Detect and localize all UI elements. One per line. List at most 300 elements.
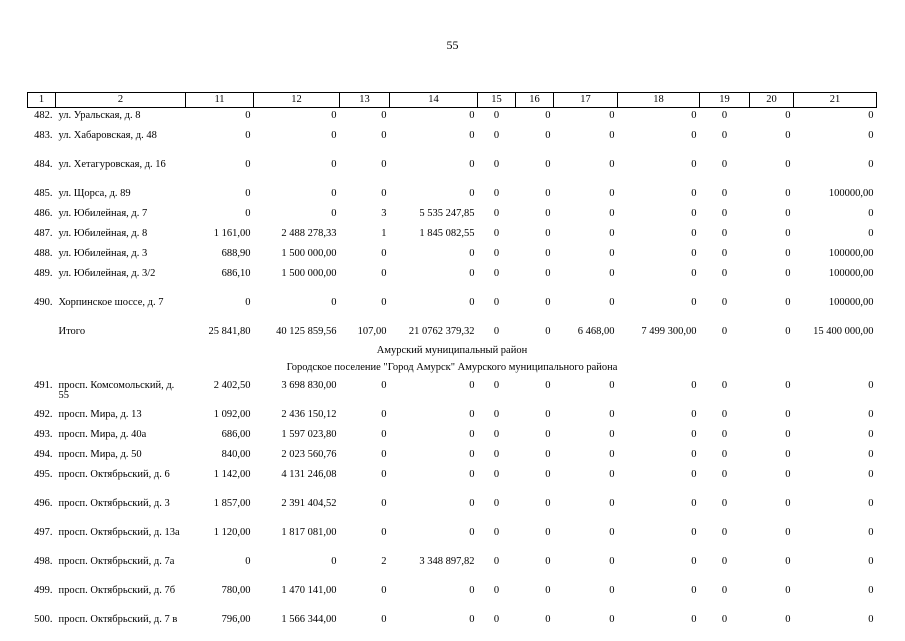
value-cell-13: 0 xyxy=(381,248,387,259)
value-cell-17: 0 xyxy=(609,469,615,480)
value-cell-18: 0 xyxy=(691,469,697,480)
value-cell-12: 1 566 344,00 xyxy=(281,614,337,625)
value-cell-14: 0 xyxy=(469,449,475,460)
value-cell-20: 0 xyxy=(785,130,791,141)
row-number: 491. xyxy=(34,380,53,391)
value-cell-11: 1 857,00 xyxy=(213,498,251,509)
table-row xyxy=(28,108,877,129)
value-cell-20: 0 xyxy=(785,614,791,625)
value-cell-20: 0 xyxy=(785,585,791,596)
address-cell: просп. Комсомольский, д. 55 xyxy=(58,380,175,401)
value-cell-18: 0 xyxy=(691,429,697,440)
value-cell-20: 0 xyxy=(785,110,791,121)
value-cell-12: 2 436 150,12 xyxy=(281,409,337,420)
table-body-part-1 xyxy=(28,108,877,325)
value-cell-14: 0 xyxy=(469,409,475,420)
value-cell-11: 1 142,00 xyxy=(213,469,251,480)
value-cell-14: 5 535 247,85 xyxy=(419,208,475,219)
value-cell-15: 0 xyxy=(493,498,500,509)
value-cell-14: 0 xyxy=(469,469,475,480)
value-cell-20: 0 xyxy=(785,527,791,538)
header-cell: 2 xyxy=(56,93,186,108)
value-cell-14: 0 xyxy=(469,585,475,596)
value-cell-18: 0 xyxy=(691,556,697,567)
row-number: 486. xyxy=(34,208,53,219)
value-cell-18: 0 xyxy=(691,188,697,199)
value-cell-17: 0 xyxy=(609,248,615,259)
value-cell-17: 0 xyxy=(609,585,615,596)
address-cell: ул. Юбилейная, д. 8 xyxy=(58,228,148,239)
value-cell-12: 2 488 278,33 xyxy=(281,228,337,239)
value-cell-19: 0 xyxy=(721,585,728,596)
table-body-part-2 xyxy=(28,378,877,641)
value-cell-19: 0 xyxy=(721,159,728,170)
total-c17: 6 468,00 xyxy=(577,326,615,337)
table-row xyxy=(28,295,877,324)
table-row xyxy=(28,467,877,496)
value-cell-14: 0 xyxy=(469,614,475,625)
value-cell-17: 0 xyxy=(609,380,615,391)
value-cell-21: 0 xyxy=(868,556,874,567)
value-cell-21: 0 xyxy=(868,429,874,440)
value-cell-12: 0 xyxy=(331,188,337,199)
table-row xyxy=(28,612,877,641)
value-cell-11: 840,00 xyxy=(221,449,251,460)
value-cell-16: 0 xyxy=(545,159,551,170)
value-cell-13: 0 xyxy=(381,614,387,625)
value-cell-17: 0 xyxy=(609,228,615,239)
address-cell: ул. Юбилейная, д. 7 xyxy=(58,208,148,219)
value-cell-17: 0 xyxy=(609,409,615,420)
value-cell-11: 1 092,00 xyxy=(213,409,251,420)
value-cell-11: 686,10 xyxy=(221,268,251,279)
value-cell-21: 0 xyxy=(868,380,874,391)
value-cell-14: 0 xyxy=(469,380,475,391)
section-row xyxy=(28,361,877,378)
table-row xyxy=(28,583,877,612)
value-cell-16: 0 xyxy=(545,556,551,567)
header-cell: 21 xyxy=(794,93,877,108)
header-cell: 17 xyxy=(554,93,618,108)
table-row xyxy=(28,266,877,295)
address-cell: просп. Мира, д. 50 xyxy=(58,449,142,460)
value-cell-17: 0 xyxy=(609,297,615,308)
value-cell-16: 0 xyxy=(545,429,551,440)
value-cell-17: 0 xyxy=(609,159,615,170)
total-c16: 0 xyxy=(545,326,551,337)
value-cell-12: 1 470 141,00 xyxy=(281,585,337,596)
value-cell-20: 0 xyxy=(785,409,791,420)
section-heading-district: Амурский муниципальный район xyxy=(376,345,528,356)
value-cell-21: 0 xyxy=(868,159,874,170)
value-cell-15: 0 xyxy=(493,556,500,567)
address-cell: просп. Мира, д. 40а xyxy=(58,429,147,440)
value-cell-16: 0 xyxy=(545,110,551,121)
value-cell-14: 0 xyxy=(469,130,475,141)
table-row xyxy=(28,447,877,467)
table-row xyxy=(28,378,877,407)
value-cell-20: 0 xyxy=(785,429,791,440)
value-cell-18: 0 xyxy=(691,208,697,219)
row-number: 492. xyxy=(34,409,53,420)
total-label: Итого xyxy=(58,326,86,337)
value-cell-18: 0 xyxy=(691,130,697,141)
row-number: 493. xyxy=(34,429,53,440)
value-cell-17: 0 xyxy=(609,449,615,460)
value-cell-16: 0 xyxy=(545,208,551,219)
total-c13: 107,00 xyxy=(357,326,387,337)
value-cell-17: 0 xyxy=(609,498,615,509)
value-cell-11: 0 xyxy=(245,208,251,219)
value-cell-16: 0 xyxy=(545,614,551,625)
address-cell: просп. Октябрьский, д. 7а xyxy=(58,556,175,567)
address-cell: ул. Хабаровская, д. 48 xyxy=(58,130,157,141)
header-cell: 16 xyxy=(516,93,554,108)
value-cell-15: 0 xyxy=(493,248,500,259)
value-cell-19: 0 xyxy=(721,527,728,538)
table-row xyxy=(28,226,877,246)
header-cell: 14 xyxy=(390,93,478,108)
value-cell-11: 0 xyxy=(245,110,251,121)
value-cell-14: 0 xyxy=(469,429,475,440)
row-number: 497. xyxy=(34,527,53,538)
value-cell-11: 688,90 xyxy=(221,248,251,259)
value-cell-19: 0 xyxy=(721,409,728,420)
value-cell-12: 1 817 081,00 xyxy=(281,527,337,538)
address-cell: просп. Октябрьский, д. 13а xyxy=(58,527,180,538)
value-cell-16: 0 xyxy=(545,130,551,141)
total-row xyxy=(28,324,877,344)
value-cell-14: 0 xyxy=(469,527,475,538)
value-cell-16: 0 xyxy=(545,228,551,239)
value-cell-21: 0 xyxy=(868,614,874,625)
value-cell-18: 0 xyxy=(691,268,697,279)
value-cell-18: 0 xyxy=(691,297,697,308)
value-cell-17: 0 xyxy=(609,614,615,625)
value-cell-16: 0 xyxy=(545,469,551,480)
value-cell-12: 0 xyxy=(331,556,337,567)
value-cell-21: 0 xyxy=(868,110,874,121)
value-cell-18: 0 xyxy=(691,498,697,509)
value-cell-13: 0 xyxy=(381,527,387,538)
value-cell-18: 0 xyxy=(691,449,697,460)
section-heading-settlement: Городское поселение "Город Амурск" Амурского муниципального района xyxy=(286,362,618,373)
value-cell-14: 0 xyxy=(469,188,475,199)
value-cell-12: 2 391 404,52 xyxy=(281,498,337,509)
value-cell-12: 0 xyxy=(331,208,337,219)
header-cell: 15 xyxy=(478,93,516,108)
value-cell-15: 0 xyxy=(493,527,500,538)
value-cell-15: 0 xyxy=(493,130,500,141)
value-cell-18: 0 xyxy=(691,527,697,538)
value-cell-21: 0 xyxy=(868,469,874,480)
header-row xyxy=(28,93,877,108)
value-cell-17: 0 xyxy=(609,429,615,440)
value-cell-11: 0 xyxy=(245,130,251,141)
value-cell-19: 0 xyxy=(721,110,728,121)
value-cell-21: 100000,00 xyxy=(828,248,874,259)
value-cell-13: 0 xyxy=(381,188,387,199)
header-cell: 12 xyxy=(254,93,340,108)
value-cell-21: 100000,00 xyxy=(828,297,874,308)
table-row xyxy=(28,157,877,186)
address-cell: просп. Мира, д. 13 xyxy=(58,409,142,420)
table-row xyxy=(28,186,877,206)
value-cell-12: 1 597 023,80 xyxy=(281,429,337,440)
address-cell: ул. Уральская, д. 8 xyxy=(58,110,141,121)
value-cell-16: 0 xyxy=(545,188,551,199)
value-cell-13: 0 xyxy=(381,130,387,141)
row-number: 489. xyxy=(34,268,53,279)
value-cell-13: 1 xyxy=(381,228,387,239)
table-row xyxy=(28,128,877,157)
row-number: 498. xyxy=(34,556,53,567)
value-cell-17: 0 xyxy=(609,527,615,538)
value-cell-16: 0 xyxy=(545,498,551,509)
value-cell-15: 0 xyxy=(493,110,500,121)
value-cell-20: 0 xyxy=(785,556,791,567)
value-cell-16: 0 xyxy=(545,527,551,538)
value-cell-13: 0 xyxy=(381,409,387,420)
row-number: 496. xyxy=(34,498,53,509)
value-cell-13: 0 xyxy=(381,297,387,308)
total-section xyxy=(28,324,877,378)
header-cell: 1 xyxy=(28,93,56,108)
value-cell-14: 0 xyxy=(469,268,475,279)
value-cell-21: 100000,00 xyxy=(828,268,874,279)
header-cell: 18 xyxy=(618,93,700,108)
value-cell-18: 0 xyxy=(691,248,697,259)
value-cell-11: 1 120,00 xyxy=(213,527,251,538)
value-cell-15: 0 xyxy=(493,159,500,170)
value-cell-11: 2 402,50 xyxy=(213,380,251,391)
value-cell-20: 0 xyxy=(785,159,791,170)
value-cell-19: 0 xyxy=(721,498,728,509)
value-cell-13: 0 xyxy=(381,429,387,440)
row-number: 487. xyxy=(34,228,53,239)
value-cell-18: 0 xyxy=(691,159,697,170)
table-row xyxy=(28,246,877,266)
table-row xyxy=(28,525,877,554)
value-cell-19: 0 xyxy=(721,188,728,199)
total-c21: 15 400 000,00 xyxy=(813,326,874,337)
total-c12: 40 125 859,56 xyxy=(276,326,337,337)
value-cell-11: 0 xyxy=(245,159,251,170)
row-number: 490. xyxy=(34,297,53,308)
value-cell-15: 0 xyxy=(493,614,500,625)
value-cell-12: 0 xyxy=(331,159,337,170)
value-cell-18: 0 xyxy=(691,585,697,596)
address-cell: ул. Юбилейная, д. 3 xyxy=(58,248,148,259)
address-cell: Хорпинское шоссе, д. 7 xyxy=(58,297,164,308)
value-cell-19: 0 xyxy=(721,268,728,279)
value-cell-15: 0 xyxy=(493,208,500,219)
value-cell-14: 3 348 897,82 xyxy=(419,556,475,567)
value-cell-12: 2 023 560,76 xyxy=(281,449,337,460)
value-cell-19: 0 xyxy=(721,130,728,141)
value-cell-19: 0 xyxy=(721,248,728,259)
value-cell-17: 0 xyxy=(609,188,615,199)
value-cell-16: 0 xyxy=(545,268,551,279)
page-number: 55 xyxy=(446,38,459,52)
value-cell-20: 0 xyxy=(785,380,791,391)
value-cell-12: 1 500 000,00 xyxy=(281,268,337,279)
value-cell-18: 0 xyxy=(691,380,697,391)
value-cell-11: 1 161,00 xyxy=(213,228,251,239)
value-cell-18: 0 xyxy=(691,228,697,239)
value-cell-20: 0 xyxy=(785,297,791,308)
value-cell-16: 0 xyxy=(545,585,551,596)
value-cell-12: 0 xyxy=(331,130,337,141)
value-cell-21: 0 xyxy=(868,228,874,239)
total-c19: 0 xyxy=(721,326,728,337)
value-cell-19: 0 xyxy=(721,429,728,440)
value-cell-11: 0 xyxy=(245,297,251,308)
address-cell: ул. Хетагуровская, д. 16 xyxy=(58,159,166,170)
value-cell-20: 0 xyxy=(785,208,791,219)
value-cell-13: 0 xyxy=(381,498,387,509)
value-cell-19: 0 xyxy=(721,228,728,239)
row-number: 495. xyxy=(34,469,53,480)
value-cell-12: 0 xyxy=(331,110,337,121)
value-cell-12: 0 xyxy=(331,297,337,308)
value-cell-15: 0 xyxy=(493,429,500,440)
value-cell-11: 780,00 xyxy=(221,585,251,596)
table-row xyxy=(28,554,877,583)
value-cell-15: 0 xyxy=(493,228,500,239)
value-cell-13: 3 xyxy=(381,208,387,219)
address-cell: просп. Октябрьский, д. 7 в xyxy=(58,614,178,625)
total-c11: 25 841,80 xyxy=(208,326,251,337)
row-number: 482. xyxy=(34,110,53,121)
value-cell-15: 0 xyxy=(493,585,500,596)
value-cell-13: 0 xyxy=(381,268,387,279)
value-cell-19: 0 xyxy=(721,614,728,625)
value-cell-15: 0 xyxy=(493,297,500,308)
value-cell-15: 0 xyxy=(493,268,500,279)
value-cell-14: 0 xyxy=(469,498,475,509)
value-cell-17: 0 xyxy=(609,110,615,121)
table-row xyxy=(28,427,877,447)
total-c20: 0 xyxy=(785,326,791,337)
value-cell-14: 0 xyxy=(469,159,475,170)
address-cell: просп. Октябрьский, д. 7б xyxy=(58,585,176,596)
value-cell-19: 0 xyxy=(721,449,728,460)
value-cell-11: 0 xyxy=(245,556,251,567)
value-cell-12: 3 698 830,00 xyxy=(281,380,337,391)
value-cell-18: 0 xyxy=(691,409,697,420)
address-cell: ул. Щорса, д. 89 xyxy=(58,188,131,199)
value-cell-15: 0 xyxy=(493,449,500,460)
row-number: 500. xyxy=(34,614,53,625)
value-cell-12: 4 131 246,08 xyxy=(281,469,337,480)
value-cell-19: 0 xyxy=(721,208,728,219)
value-cell-13: 0 xyxy=(381,380,387,391)
value-cell-20: 0 xyxy=(785,268,791,279)
value-cell-20: 0 xyxy=(785,188,791,199)
value-cell-11: 686,00 xyxy=(221,429,251,440)
value-cell-14: 0 xyxy=(469,248,475,259)
total-c15: 0 xyxy=(493,326,500,337)
row-number: 488. xyxy=(34,248,53,259)
value-cell-20: 0 xyxy=(785,498,791,509)
value-cell-21: 0 xyxy=(868,527,874,538)
row-number: 485. xyxy=(34,188,53,199)
value-cell-13: 0 xyxy=(381,585,387,596)
value-cell-12: 1 500 000,00 xyxy=(281,248,337,259)
value-cell-11: 0 xyxy=(245,188,251,199)
value-cell-13: 0 xyxy=(381,110,387,121)
value-cell-14: 0 xyxy=(469,297,475,308)
value-cell-21: 0 xyxy=(868,130,874,141)
value-cell-14: 0 xyxy=(469,110,475,121)
section-row xyxy=(28,344,877,361)
row-number: 483. xyxy=(34,130,53,141)
header-cell: 20 xyxy=(750,93,794,108)
value-cell-21: 0 xyxy=(868,449,874,460)
value-cell-19: 0 xyxy=(721,297,728,308)
value-cell-19: 0 xyxy=(721,469,728,480)
value-cell-19: 0 xyxy=(721,556,728,567)
value-cell-11: 796,00 xyxy=(221,614,251,625)
value-cell-15: 0 xyxy=(493,380,500,391)
value-cell-16: 0 xyxy=(545,380,551,391)
value-cell-17: 0 xyxy=(609,268,615,279)
value-cell-16: 0 xyxy=(545,409,551,420)
value-cell-17: 0 xyxy=(609,130,615,141)
value-cell-16: 0 xyxy=(545,248,551,259)
value-cell-16: 0 xyxy=(545,449,551,460)
value-cell-17: 0 xyxy=(609,208,615,219)
value-cell-19: 0 xyxy=(721,380,728,391)
value-cell-13: 0 xyxy=(381,469,387,480)
value-cell-20: 0 xyxy=(785,469,791,480)
value-cell-21: 0 xyxy=(868,498,874,509)
value-cell-16: 0 xyxy=(545,297,551,308)
value-cell-14: 1 845 082,55 xyxy=(419,228,475,239)
data-table xyxy=(27,92,877,641)
address-cell: просп. Октябрьский, д. 3 xyxy=(58,498,170,509)
table-row xyxy=(28,496,877,525)
table-row xyxy=(28,407,877,427)
value-cell-13: 0 xyxy=(381,159,387,170)
total-c18: 7 499 300,00 xyxy=(641,326,697,337)
value-cell-21: 0 xyxy=(868,208,874,219)
value-cell-17: 0 xyxy=(609,556,615,567)
table-row xyxy=(28,206,877,226)
value-cell-21: 100000,00 xyxy=(828,188,874,199)
value-cell-21: 0 xyxy=(868,409,874,420)
value-cell-18: 0 xyxy=(691,110,697,121)
value-cell-15: 0 xyxy=(493,188,500,199)
value-cell-18: 0 xyxy=(691,614,697,625)
value-cell-15: 0 xyxy=(493,469,500,480)
value-cell-21: 0 xyxy=(868,585,874,596)
row-number: 494. xyxy=(34,449,53,460)
value-cell-13: 0 xyxy=(381,449,387,460)
header-cell: 11 xyxy=(186,93,254,108)
address-cell: ул. Юбилейная, д. 3/2 xyxy=(58,268,156,279)
address-cell: просп. Октябрьский, д. 6 xyxy=(58,469,170,480)
row-number: 499. xyxy=(34,585,53,596)
header-cell: 13 xyxy=(340,93,390,108)
header-cell: 19 xyxy=(700,93,750,108)
value-cell-20: 0 xyxy=(785,228,791,239)
row-number: 484. xyxy=(34,159,53,170)
value-cell-20: 0 xyxy=(785,449,791,460)
value-cell-20: 0 xyxy=(785,248,791,259)
total-c14: 21 0762 379,32 xyxy=(408,326,475,337)
